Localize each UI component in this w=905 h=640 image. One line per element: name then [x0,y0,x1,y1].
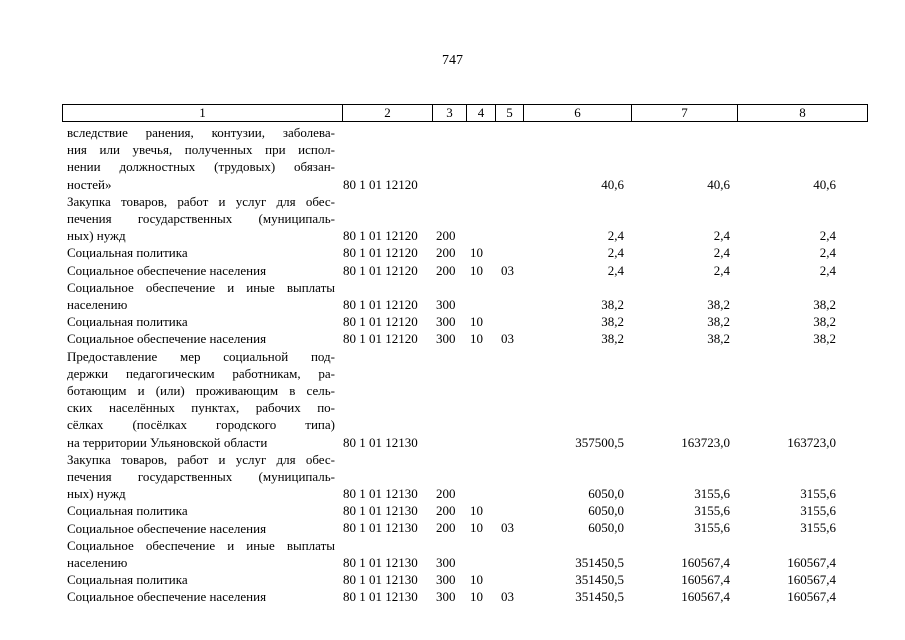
row-code: 80 1 01 12120 [343,176,418,192]
row-col-3: 300 [436,589,456,605]
row-value-7: 160567,4 [681,554,730,570]
description-line: ных) нужд [67,228,126,244]
row-description [67,262,335,279]
row-value-8: 2,4 [819,262,836,278]
header-col-6: 6 [523,105,631,121]
description-line: Социальное обеспечение и иные выплаты [67,537,335,553]
row-col-4: 10 [470,589,483,605]
row-description [67,537,335,571]
description-line: Предоставление мер социальной под- [67,348,335,364]
description-line: нении должностных (трудовых) обязан- [67,159,335,175]
header-col-8: 8 [737,105,867,121]
table-row [0,588,905,605]
row-col-3: 200 [436,262,456,278]
header-col-5: 5 [495,105,523,121]
table-body [0,124,905,605]
description-line: населению [67,296,128,312]
description-line: на территории Ульяновской области [67,434,268,450]
row-code: 80 1 01 12120 [343,331,418,347]
row-description [67,313,335,330]
description-line: ностей» [67,176,112,192]
row-col-3: 300 [436,554,456,570]
row-code: 80 1 01 12130 [343,572,418,588]
description-line: ных) нужд [67,486,126,502]
row-description [67,330,335,347]
row-col-5: 03 [501,331,514,347]
row-value-8: 160567,4 [787,554,836,570]
row-value-8: 38,2 [813,296,836,312]
row-description [67,279,335,313]
row-code: 80 1 01 12120 [343,314,418,330]
description-line: Социальная политика [67,503,188,519]
table-row [0,451,905,503]
row-value-7: 2,4 [713,245,730,261]
header-col-2: 2 [342,105,432,121]
row-col-4: 10 [470,331,483,347]
description-line: Социальное обеспечение населения [67,331,267,347]
row-col-5: 03 [501,589,514,605]
row-col-5: 03 [501,520,514,536]
row-code: 80 1 01 12130 [343,434,418,450]
row-value-8: 38,2 [813,314,836,330]
row-description [67,502,335,519]
row-value-8: 38,2 [813,331,836,347]
row-value-7: 40,6 [707,176,730,192]
row-value-7: 163723,0 [681,434,730,450]
row-code: 80 1 01 12120 [343,228,418,244]
row-value-6: 40,6 [601,176,624,192]
row-code: 80 1 01 12120 [343,262,418,278]
table-row [0,244,905,261]
row-description [67,571,335,588]
header-col-3: 3 [432,105,466,121]
header-col-1: 1 [199,105,206,120]
row-description [67,244,335,261]
table-row [0,571,905,588]
row-code: 80 1 01 12130 [343,554,418,570]
row-value-6: 6050,0 [588,520,624,536]
row-col-4: 10 [470,503,483,519]
page-number: 747 [442,53,463,68]
row-code: 80 1 01 12120 [343,245,418,261]
row-value-8: 3155,6 [800,520,836,536]
description-line: печения государственных (муниципаль- [67,211,335,226]
row-value-7: 38,2 [707,314,730,330]
row-value-8: 2,4 [819,228,836,244]
row-col-3: 300 [436,572,456,588]
row-col-4: 10 [470,520,483,536]
description-line: Социальная политика [67,314,188,330]
table-row [0,262,905,279]
row-col-4: 10 [470,262,483,278]
row-value-8: 3155,6 [800,486,836,502]
row-value-8: 163723,0 [787,434,836,450]
row-value-8: 3155,6 [800,503,836,519]
table-row [0,537,905,571]
row-col-3: 300 [436,296,456,312]
description-line: Социальное обеспечение населения [67,589,267,605]
row-value-8: 160567,4 [787,589,836,605]
description-line: Социальное обеспечение населения [67,262,267,278]
row-col-3: 200 [436,486,456,502]
description-line: держки педагогическим работникам, ра- [67,365,335,381]
table-row [0,313,905,330]
row-value-7: 2,4 [713,228,730,244]
description-line: вследствие ранения, контузии, заболева- [67,125,335,140]
row-value-6: 38,2 [601,296,624,312]
row-value-6: 357500,5 [575,434,624,450]
row-value-6: 38,2 [601,331,624,347]
row-description [67,520,335,537]
header-col-4: 4 [466,105,495,121]
row-code: 80 1 01 12130 [343,589,418,605]
row-value-7: 38,2 [707,296,730,312]
row-value-8: 160567,4 [787,572,836,588]
row-value-8: 40,6 [813,176,836,192]
row-col-3: 300 [436,331,456,347]
description-line: ских населённых пунктах, рабочих по- [67,400,335,416]
row-description [67,588,335,605]
table-row [0,279,905,313]
row-col-3: 200 [436,520,456,536]
description-line: ботающим и (или) проживающим в сель- [67,382,335,398]
table-row [0,193,905,245]
description-line: Закупка товаров, работ и услуг для обес- [67,193,335,209]
row-value-6: 6050,0 [588,486,624,502]
description-line: Социальное обеспечение населения [67,520,267,536]
row-code: 80 1 01 12130 [343,520,418,536]
description-line: печения государственных (муниципаль- [67,468,335,484]
row-description [67,451,335,503]
row-col-4: 10 [470,314,483,330]
row-value-7: 3155,6 [694,503,730,519]
description-line: Социальная политика [67,245,188,261]
description-line: Социальная политика [67,572,188,588]
row-value-6: 351450,5 [575,589,624,605]
row-description [67,348,335,451]
row-col-3: 300 [436,314,456,330]
table-row [0,124,905,193]
row-col-4: 10 [470,245,483,261]
row-value-6: 2,4 [607,228,624,244]
row-value-7: 38,2 [707,331,730,347]
row-col-3: 200 [436,245,456,261]
row-value-7: 160567,4 [681,572,730,588]
row-code: 80 1 01 12120 [343,296,418,312]
description-line: населению [67,554,128,570]
row-value-6: 38,2 [601,314,624,330]
row-value-7: 3155,6 [694,486,730,502]
row-value-7: 3155,6 [694,520,730,536]
table-row [0,520,905,537]
row-col-5: 03 [501,262,514,278]
row-value-6: 2,4 [607,245,624,261]
row-value-6: 351450,5 [575,554,624,570]
table-row [0,502,905,519]
table-row [0,330,905,347]
row-value-6: 351450,5 [575,572,624,588]
row-col-4: 10 [470,572,483,588]
description-line: Закупка товаров, работ и услуг для обес- [67,451,335,467]
row-col-3: 200 [436,503,456,519]
description-line: сёлках (посёлках городского типа) [67,417,335,433]
row-code: 80 1 01 12130 [343,503,418,519]
row-value-7: 160567,4 [681,589,730,605]
header-col-7: 7 [631,105,737,121]
row-description [67,193,335,245]
table-header [62,104,868,122]
table-row [0,348,905,451]
row-description [67,124,335,193]
row-value-7: 2,4 [713,262,730,278]
row-value-6: 2,4 [607,262,624,278]
row-value-8: 2,4 [819,245,836,261]
description-line: Социальное обеспечение и иные выплаты [67,279,335,295]
row-col-3: 200 [436,228,456,244]
row-code: 80 1 01 12130 [343,486,418,502]
description-line: ния или увечья, полученных при испол- [67,142,335,158]
row-value-6: 6050,0 [588,503,624,519]
